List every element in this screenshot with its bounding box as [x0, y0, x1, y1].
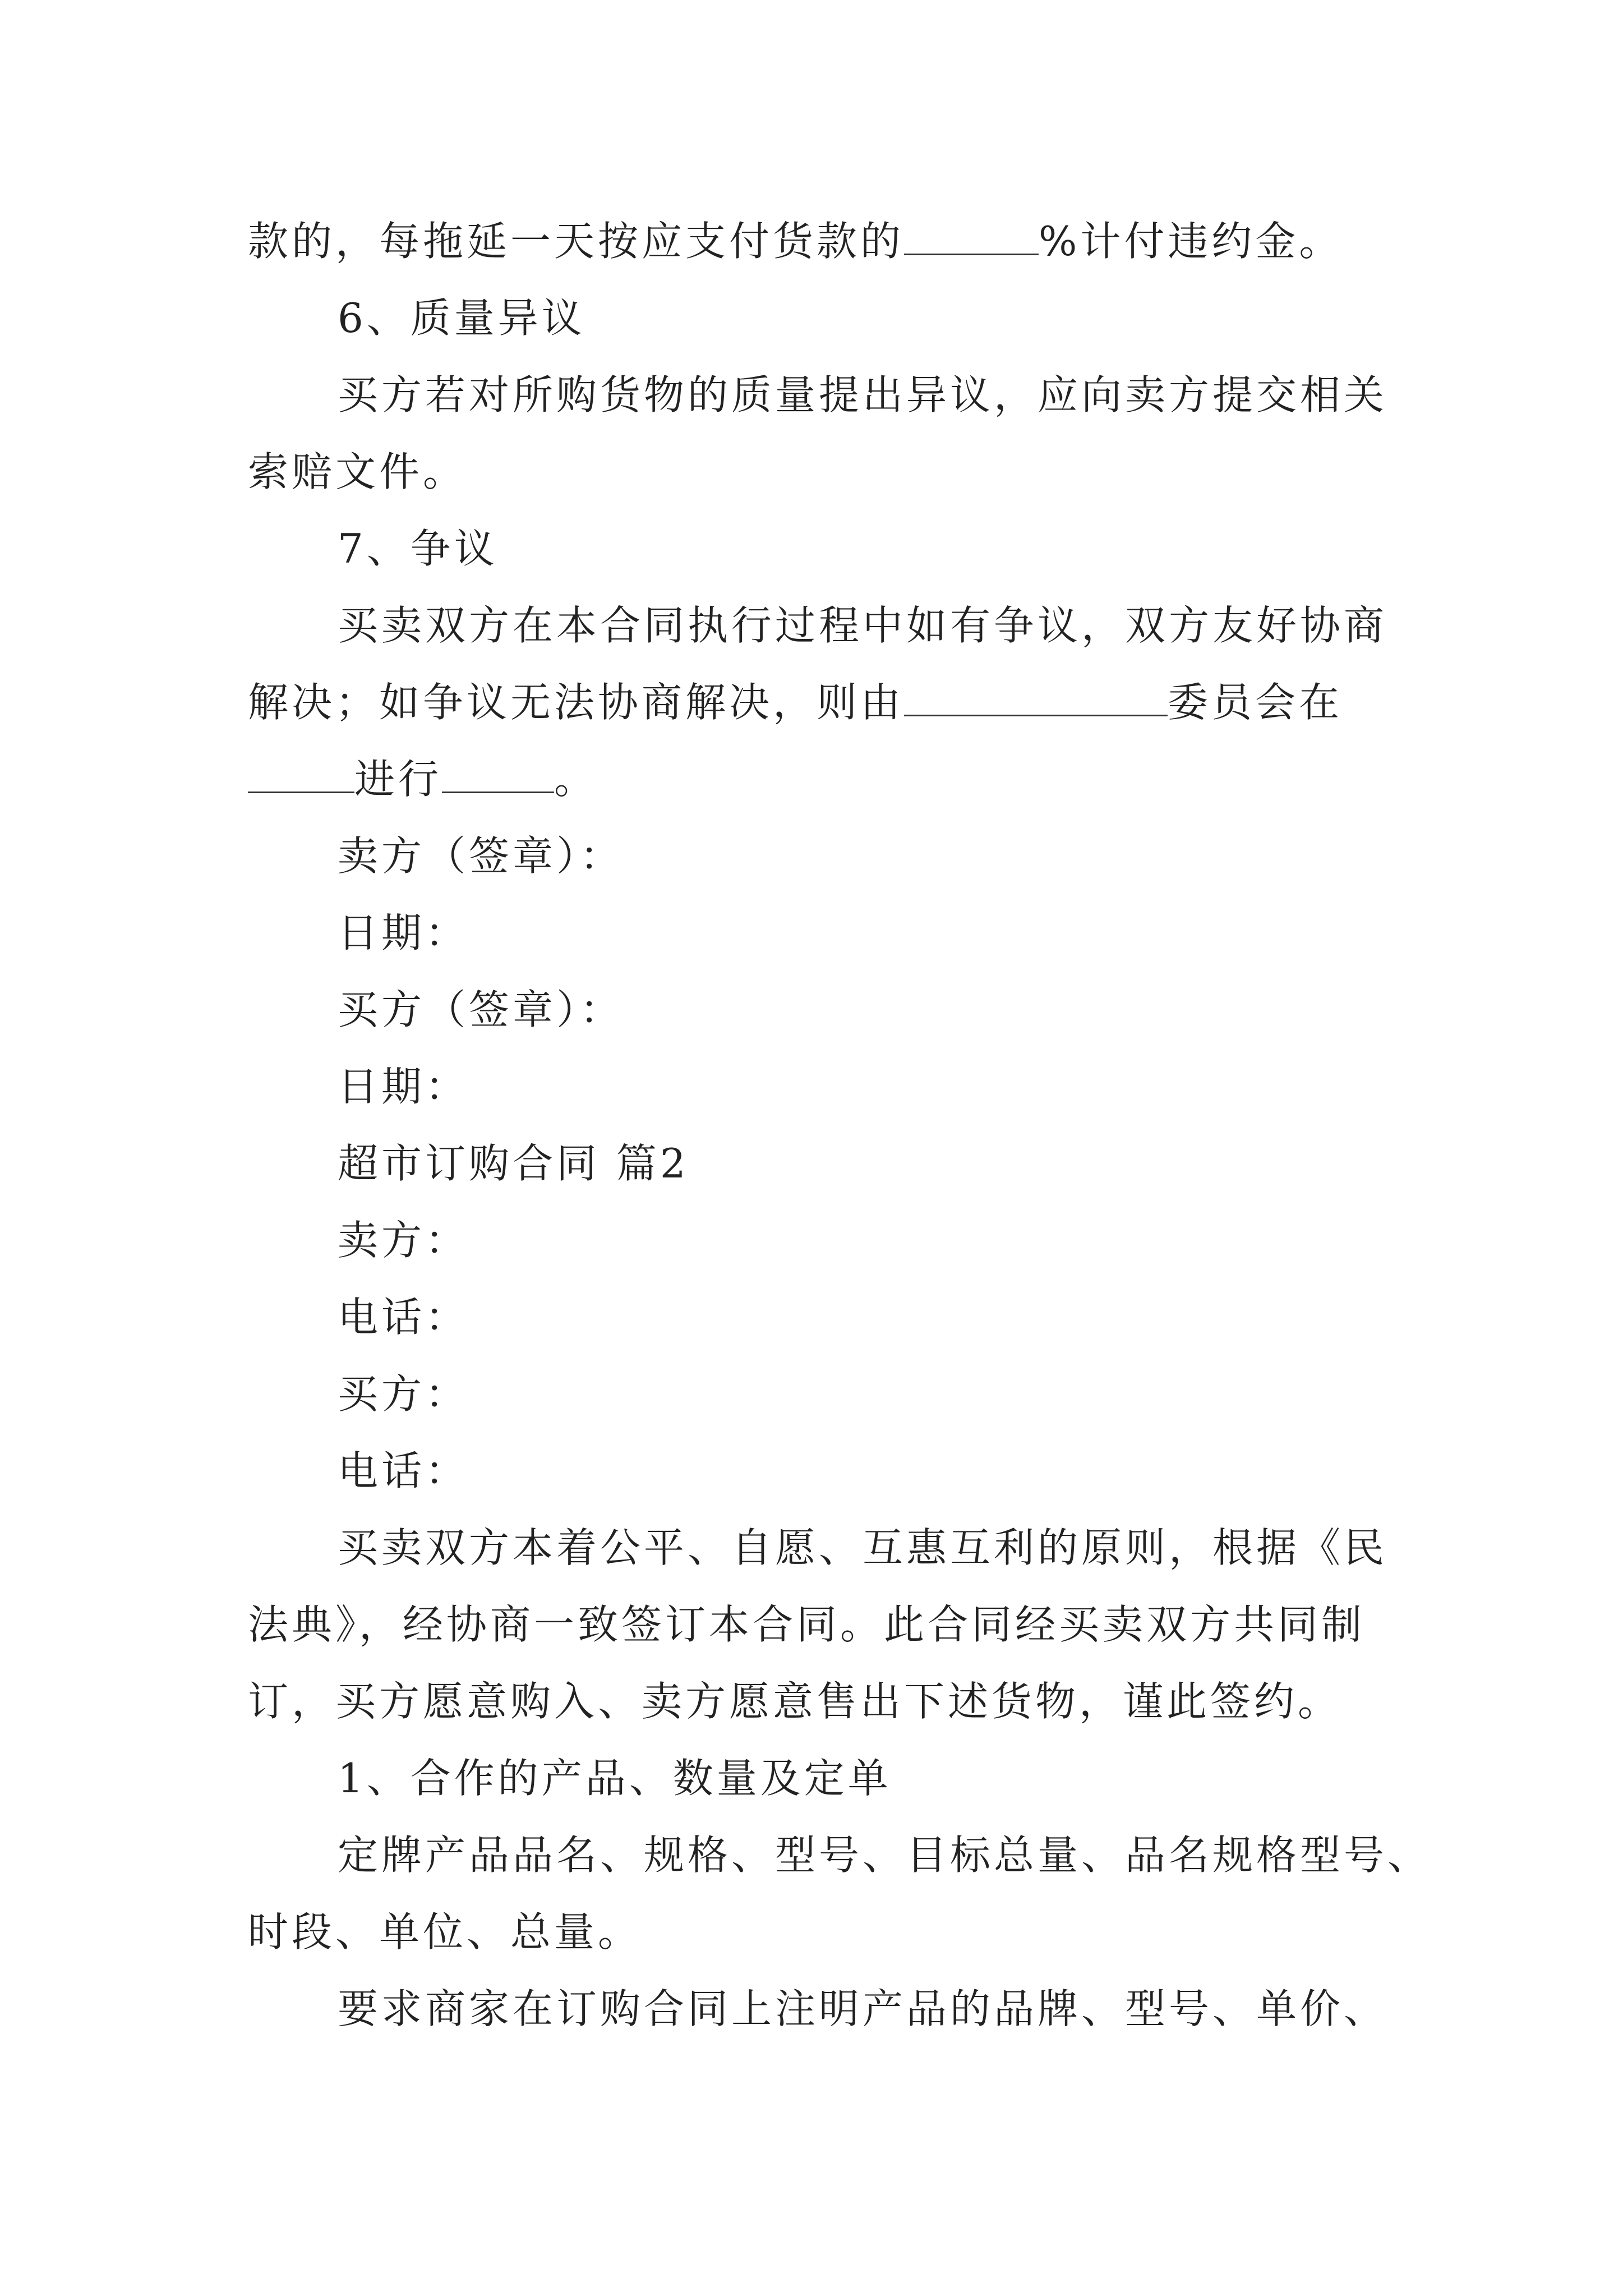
seller-signature-label: 卖方（签章）： — [338, 832, 624, 880]
text-line: 买卖双方在本合同执行过程中如有争议，双方友好协商 — [338, 602, 1388, 649]
penalty-clause-end: %计付违约金。 — [1039, 218, 1343, 265]
arbitration-committee-blank — [904, 678, 1168, 716]
contract-body — [248, 203, 1432, 2047]
seller-label: 卖方： — [338, 1217, 469, 1264]
arbitration-type-blank — [442, 754, 554, 793]
arbitration-period: 。 — [554, 756, 598, 803]
text-line: 买方若对所购货物的质量提出异议，应向卖方提交相关 — [338, 371, 1388, 418]
text-line — [248, 203, 1414, 280]
text-line: 买卖双方本着公平、自愿、互惠互利的原则，根据《民 — [338, 1524, 1388, 1571]
section-heading-quality: 6、质量异议 — [338, 295, 585, 342]
text-line: 订，买方愿意购入、卖方愿意售出下述货物，谨此签约。 — [248, 1678, 1342, 1725]
text-line: 时段、单位、总量。 — [248, 1908, 642, 1955]
buyer-signature-label: 买方（签章）： — [338, 986, 624, 1033]
text-line — [248, 741, 1414, 818]
text-line: 法典》，经协商一致签订本合同。此合同经买卖双方共同制 — [248, 1601, 1366, 1648]
buyer-label: 买方： — [338, 1370, 469, 1418]
section-heading-products: 1、合作的产品、数量及定单 — [338, 1755, 892, 1802]
text-line: 索赔文件。 — [248, 448, 467, 495]
text-line: 要求商家在订购合同上注明产品的品牌、型号、单价、 — [338, 1985, 1388, 2032]
text-line: 定牌产品品名、规格、型号、目标总量、品名规格型号、 — [338, 1832, 1432, 1879]
buyer-phone-label: 电话： — [338, 1447, 469, 1494]
arbitration-text: 解决；如争议无法协商解决，则由 — [248, 679, 905, 726]
contract-title-part2: 超市订购合同 篇2 — [338, 1140, 689, 1187]
arbitration-verb: 进行 — [354, 756, 442, 803]
seller-date-label: 日期： — [338, 909, 469, 956]
arbitration-place-blank — [248, 754, 354, 793]
buyer-date-label: 日期： — [338, 1063, 469, 1110]
penalty-clause-text: 款的，每拖延一天按应支付货款的 — [248, 218, 905, 265]
section-heading-dispute: 7、争议 — [338, 525, 498, 572]
penalty-rate-blank — [904, 217, 1039, 255]
text-line — [248, 664, 1414, 741]
seller-phone-label: 电话： — [338, 1294, 469, 1341]
arbitration-text-end: 委员会在 — [1168, 679, 1343, 726]
